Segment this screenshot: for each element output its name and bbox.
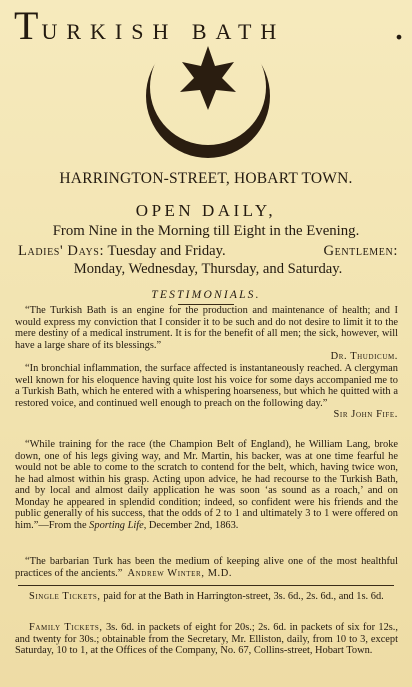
single-tickets-text: paid for at the Bath in Harrington-street, 3s. 6d., 2s. 6d., and 1s. 6d. [100,591,384,602]
page-title [14,3,404,48]
testimonial-text: “In bronchial inflammation, the surface affected is instantaneously reached. A clergyman well known for his eloquence having quite lost his voice for some days accompanied me to a Turkish Bath, which he entered with a whispering hoarseness, but which he quitted with a restored voice, and continued well enough to preach on the following day.” [15,363,398,409]
testimonial-text: “The barbarian Turk has been the medium of keeping alive one of the most healthful practices of the ancients.” [15,556,398,579]
testimonial-author: Andrew Winter, M.D. [127,567,233,579]
testimonial-text: “The Turkish Bath is an engine for the production and maintenance of health; and I would express my conviction that I consider it to be such and do not desire to limit it to the mere destiny of a medical instrument. It is for the benefit of all men; the sick, however, will have a large share of its blessings.” [15,305,398,351]
ladies-days: Tuesday and Friday. [107,243,226,259]
testimonials-heading: TESTIMONIALS. [151,289,261,301]
testimonial-source: Sporting Life [89,519,144,531]
title-initial: T [14,3,40,48]
gentlemen-days: Monday, Wednesday, Thursday, and Saturday. [73,260,343,277]
family-tickets-text: 3s. 6d. in packets of eight for 20s.; 2s. 6d. in packets of six for 12s., and twenty for 30s.; obtainable from the Secretary, Mr. Elliston, daily, from 10 to 3, except Saturday, 10 to 1, at the Offices of the Company, No. 67, Collins-street, Hobart Town. [15,622,398,656]
testimonial-author: Dr. Thudicum. [330,351,398,362]
testimonial-2 [15,363,398,421]
family-tickets-label: Family Tickets, [29,622,103,633]
star-and-crescent-icon [140,44,276,162]
testimonial-author: Sir John Fife. [333,409,398,420]
address: HARRINGTON-STREET, HOBART TOWN. [59,170,353,187]
gentlemen-label: Gentlemen: [323,243,398,259]
family-tickets [15,622,398,657]
testimonial-4 [15,556,398,579]
testimonial-1 [15,305,398,363]
single-tickets [15,591,398,603]
testimonial-3 [15,439,398,531]
single-tickets-label: Single Tickets, [29,591,101,602]
title-period: . [394,3,404,48]
ladies-label: Ladies' Days: [18,243,105,259]
title-text: URKISH BATH [41,19,286,44]
opening-hours: From Nine in the Morning till Eight in the Evening. [52,223,360,239]
testimonial-date: , December 2nd, 1863. [143,519,239,531]
bathing-days [18,243,398,278]
testimonial-text: “While training for the race (the Champion Belt of England), he William Lang, broke down, one of his legs giving way, and Mr. Martin, his backer, was at one time fearful he would not be able to come to the scratch to contend for the belt, which, having twice won, he had almost within his grasp. Acting upon advice, he had recourse to the Turkish Bath, and by local and almost daily application he was soon ‘as sound as a roach,’ and on Monday he appeared in splendid condition; indeed, so confident were his friends and the public generally of his success, that the odds of 2 to 1 and ultimately 3 to 1 were offered on him.”—From the [15,439,398,531]
open-heading: OPEN DAILY, [135,201,277,220]
section-divider [18,585,394,586]
